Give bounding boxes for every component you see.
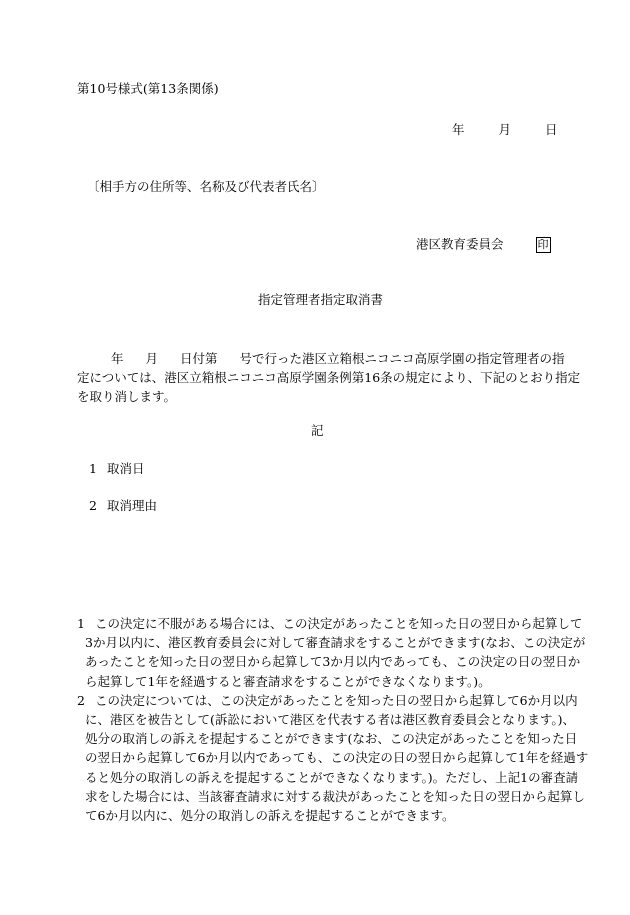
date-line <box>452 124 558 137</box>
note-text: この決定に不服がある場合には、この決定があったことを知った日の翌日から起算して <box>95 616 583 631</box>
notes-section <box>77 614 589 825</box>
note-number: 1 <box>77 616 85 631</box>
note-line <box>77 614 583 633</box>
item-cancellation-reason <box>89 500 157 513</box>
note-line: あったことを知った日の翌日から起算して3か月以内であっても、この決定の日の翌日か <box>85 654 581 670</box>
item-number: 1 <box>89 461 97 476</box>
note-line: 3か月以内に、港区教育委員会に対して審査請求をすることができます(なお、この決定が <box>85 635 586 651</box>
note-line: 処分の取消しの訴えを提起することができます(なお、この決定があったことを知った日 <box>85 731 578 747</box>
date-month: 月 <box>498 122 512 137</box>
body-line-2: 定については、港区立箱根ニコニコ高原学園条例第16条の規定により、下記のとおり指定 <box>77 370 581 385</box>
date-day: 日 <box>545 122 558 137</box>
note-2 <box>77 691 589 825</box>
ki-heading: 記 <box>311 423 324 438</box>
date-year: 年 <box>452 122 465 137</box>
note-text: この決定については、この決定があったことを知った日の翌日から起算して6か月以内 <box>95 692 578 708</box>
body-line-3: を取り消します。 <box>77 389 177 404</box>
issuer-name: 港区教育委員会 <box>416 236 504 252</box>
note-line <box>77 691 578 710</box>
body-month: 月 <box>145 351 159 366</box>
form-number: 第10号様式(第13条関係) <box>77 81 219 96</box>
body-year: 年 <box>111 351 124 366</box>
note-line: の翌日から起算して6か月以内であっても、この決定の日の翌日から起算して1年を経過す <box>85 750 589 766</box>
note-number: 2 <box>77 692 85 708</box>
item-number: 2 <box>89 498 97 513</box>
note-line: ら起算して1年を経過すると審査請求をすることができなくなります。)。 <box>85 673 491 689</box>
note-1 <box>77 614 586 691</box>
body-date-no: 日付第 <box>180 351 218 366</box>
note-line: て6か月以内に、処分の取消しの訴えを提起することができます。 <box>85 807 455 823</box>
seal-mark: 印 <box>537 238 549 251</box>
item-label: 取消理由 <box>107 498 158 513</box>
body-line-1 <box>77 349 565 368</box>
item-label: 取消日 <box>107 461 145 476</box>
document-title: 指定管理者指定取消書 <box>258 292 384 307</box>
issuer <box>416 237 551 253</box>
note-line: 求をした場合には、当該審査請求に対する裁決があったことを知った日の翌日から起算し <box>85 788 585 804</box>
recipient-placeholder: 〔相手方の住所等、名称及び代表者氏名〕 <box>87 179 325 194</box>
item-cancellation-date <box>89 463 145 476</box>
note-line: に、港区を被告として(訴訟において港区を代表する者は港区教育委員会となります。)、 <box>85 711 576 727</box>
note-line: ると処分の取消しの訴えを提起することができなくなります。)。ただし、上記1の審査請 <box>85 769 579 785</box>
body-paragraph <box>77 349 581 406</box>
body-line-1-rest: 号で行った港区立箱根ニコニコ高原学園の指定管理者の指 <box>239 351 565 366</box>
